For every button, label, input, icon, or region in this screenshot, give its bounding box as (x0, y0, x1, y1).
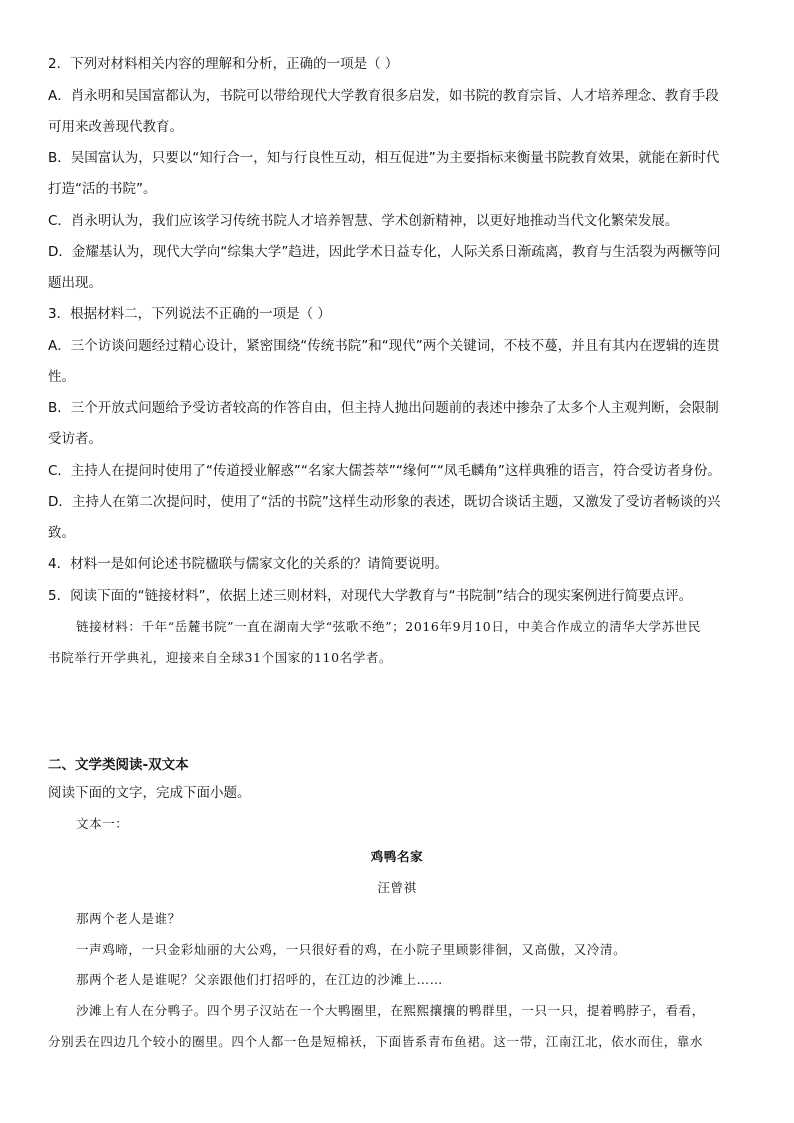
question-3-option-d: D．主持人在第二次提问时，使用了“活的书院”这样生动形象的表述，既切合谈话主题，又激发了受访者畅谈的兴 (48, 494, 721, 510)
story-author: 汪曾祺 (377, 880, 417, 895)
question-2-option-c: C．肖永明认为，我们应该学习传统书院人才培养智慧、学术创新精神，以更好地推动当代文化繁荣发展。 (48, 213, 679, 229)
question-3-option-b: B．三个开放式问题给予受访者较高的作答自由，但主持人抛出问题前的表述中掺杂了太多个人主观判断，会限制 (48, 400, 719, 416)
story-paragraph-3: 那两个老人是谁呢？父亲跟他们打招呼的，在江边的沙滩上…… (76, 972, 443, 987)
story-paragraph-2: 一声鸡啼，一只金彩灿丽的大公鸡，一只很好看的鸡，在小院子里顾影徘徊，又高傲，又冷清。 (76, 942, 627, 957)
reading-instruction: 阅读下面的文字，完成下面小题。 (48, 785, 251, 801)
section-heading: 二、文学类阅读-双文本 (48, 757, 189, 773)
question-2-option-b: B．吴国富认为，只要以“知行合一，知与行良性互动，相互促进”为主要指标来衡量书院教育效果，就能在新时代 (48, 150, 720, 166)
story-paragraph-4-cont: 分别丢在四边几个较小的圈里。四个人都一色是短棉袄，下面皆系青布鱼裙。这一带，江南江北，依水而住，靠水 (48, 1034, 704, 1049)
question-3-option-a: A．三个访谈问题经过精心设计，紧密围绕“传统书院”和“现代”两个关键词，不枝不蔓，并且有其内在逻辑的连贯 (48, 338, 720, 354)
question-2-option-d-cont: 题出现。 (48, 275, 102, 291)
question-2-option-b-cont: 打造“活的书院”。 (48, 181, 157, 197)
story-title: 鸡鸭名家 (370, 849, 424, 864)
question-3-option-b-cont: 受访者。 (48, 431, 102, 447)
story-paragraph-1: 那两个老人是谁？ (76, 911, 181, 926)
question-3-option-d-cont: 致。 (48, 525, 75, 541)
link-material-line-1: 链接材料：千年“岳麓书院”一直在湖南大学“弦歌不绝”；2016年9月10日，中美合作成立的清华大学苏世民 (76, 619, 701, 634)
question-2-option-d: D．金耀基认为，现代大学向“综集大学”趋进，因此学术日益专化，人际关系日渐疏离，教育与生活裂为两橛等问 (48, 244, 721, 260)
question-3-option-a-cont: 性。 (48, 369, 75, 385)
question-5-stem: 5．阅读下面的“链接材料”，依据上述三则材料，对现代大学教育与“书院制”结合的现实案例进行简要点评。 (48, 588, 693, 604)
question-3-option-c: C．主持人在提问时使用了“传道授业解惑”“名家大儒荟萃”“缘何”“凤毛麟角”这样典雅的语言，符合受访者身份。 (48, 463, 721, 479)
question-2-option-a: A．肖永明和吴国富都认为，书院可以带给现代大学教育很多启发，如书院的教育宗旨、人才培养理念、教育手段 (48, 88, 719, 104)
question-2-option-a-cont: 可用来改善现代教育。 (48, 119, 183, 135)
question-4-stem: 4．材料一是如何论述书院楹联与儒家文化的关系的？请简要说明。 (48, 556, 449, 572)
question-3-stem: 3．根据材料二，下列说法不正确的一项是（ ） (48, 306, 331, 322)
question-2-stem: 2．下列对材料相关内容的理解和分析，正确的一项是（ ） (48, 56, 399, 72)
story-paragraph-4: 沙滩上有人在分鸭子。四个男子汉站在一个大鸭圈里，在熙熙攘攘的鸭群里，一只一只，提着鸭脖子，看看， (76, 1003, 705, 1018)
text-label: 文本一： (76, 816, 129, 831)
link-material-line-2: 书院举行开学典礼，迎接来自全球31个国家的110名学者。 (48, 650, 393, 665)
